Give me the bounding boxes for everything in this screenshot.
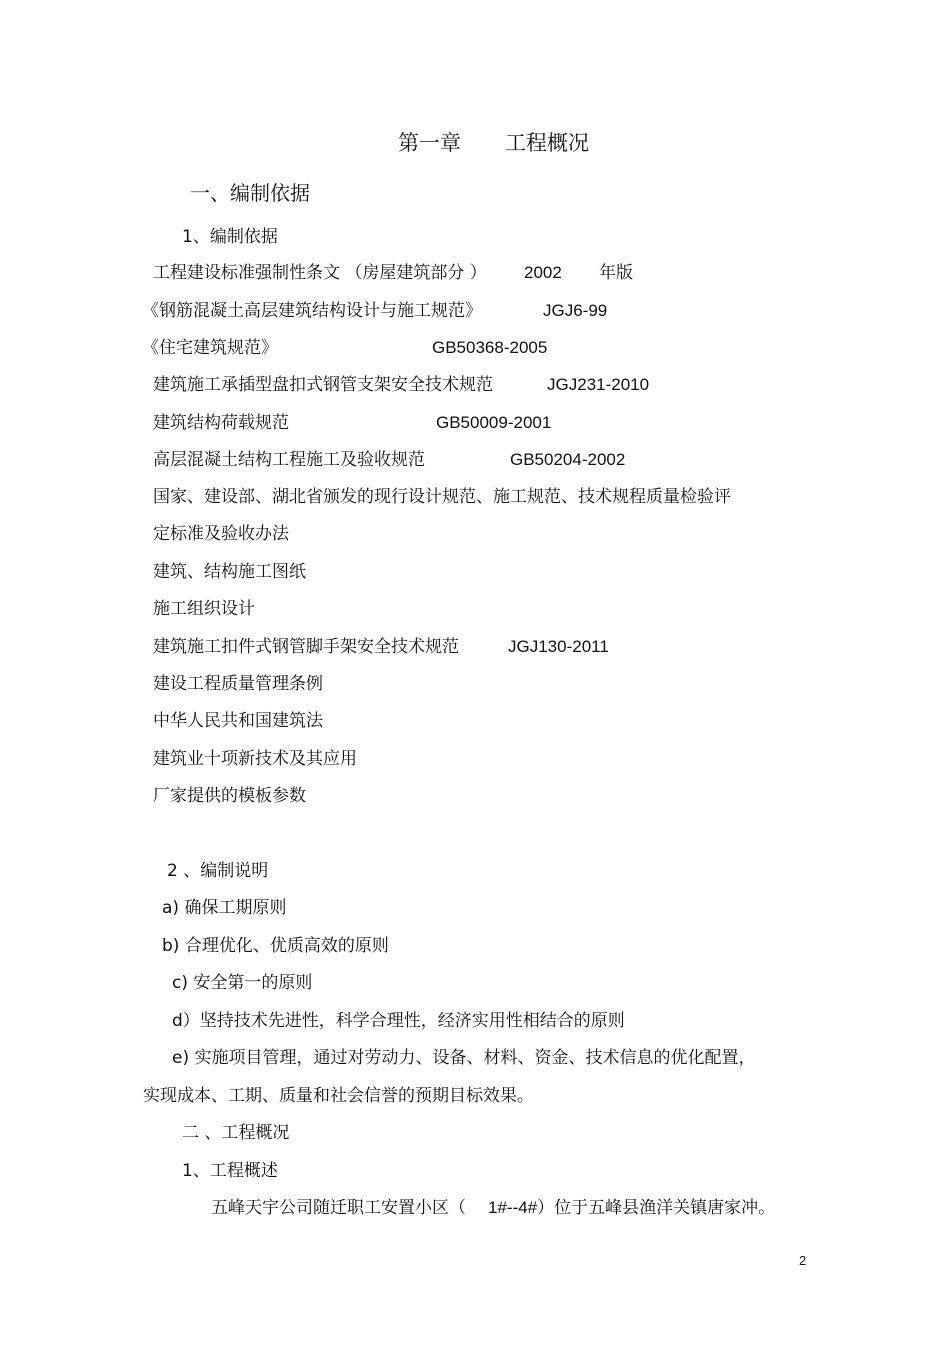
reference-code: GB50368-2005: [432, 338, 548, 357]
principle-item: c) 安全第一的原则: [172, 973, 313, 993]
chapter-title: 第一章: [398, 131, 461, 155]
reference-item: 《住宅建筑规范》: [142, 338, 278, 358]
reference-item: 定标准及验收办法: [153, 524, 289, 544]
reference-item: 建筑业十项新技术及其应用: [153, 749, 357, 769]
reference-item: 建设工程质量管理条例: [153, 674, 323, 694]
section-heading-2: 二 、工程概况: [182, 1123, 290, 1143]
principle-item: e) 实施项目管理，通过对劳动力、设备、材料、资金、技术信息的优化配置，: [172, 1048, 756, 1068]
reference-item: 建筑施工扣件式钢管脚手架安全技术规范: [153, 637, 459, 657]
reference-item: 建筑、结构施工图纸: [153, 562, 306, 582]
reference-item: 高层混凝土结构工程施工及验收规范: [153, 450, 425, 470]
principle-item: d）坚持技术先进性，科学合理性，经济实用性相结合的原则: [172, 1011, 625, 1031]
reference-item: 中华人民共和国建筑法: [153, 711, 323, 731]
principle-item: a) 确保工期原则: [162, 898, 287, 918]
subsection-heading-1-1: 1、编制依据: [182, 227, 278, 247]
reference-code: 2002: [524, 263, 562, 282]
reference-code: GB50009-2001: [436, 413, 552, 432]
subsection-heading-1-2: 2 、编制说明: [167, 861, 269, 881]
reference-code: JGJ231-2010: [547, 375, 650, 394]
reference-suffix: 年版: [599, 263, 633, 283]
subsection-heading-2-1: 1、工程概述: [182, 1161, 278, 1181]
reference-code: GB50204-2002: [510, 450, 626, 469]
reference-item: 国家、建设部、湖北省颁发的现行设计规范、施工规范、技术规程质量检验评: [153, 487, 731, 507]
reference-code: JGJ130-2011: [508, 637, 609, 656]
overview-text: [211, 1197, 775, 1219]
reference-item: 工程建设标准强制性条文 （房屋建筑部分 ）: [153, 263, 487, 283]
reference-item: 建筑施工承插型盘扣式钢管支架安全技术规范: [153, 375, 493, 395]
reference-item: 施工组织设计: [153, 599, 255, 619]
overview-text-c: ）位于五峰县渔洋关镇唐家冲。: [537, 1198, 776, 1218]
chapter-subtitle: 工程概况: [505, 131, 589, 155]
reference-item: 厂家提供的模板参数: [153, 786, 306, 806]
section-heading-1: 一、编制依据: [190, 181, 310, 205]
principle-item-continued: 实现成本、工期、质量和社会信誉的预期目标效果。: [143, 1086, 534, 1106]
principle-item: b) 合理优化、优质高效的原则: [162, 936, 389, 956]
page-number: 2: [799, 1253, 807, 1268]
reference-item: 建筑结构荷载规范: [153, 413, 289, 433]
reference-item: 《钢筋混凝土高层建筑结构设计与施工规范》: [142, 301, 482, 321]
reference-code: JGJ6-99: [543, 301, 608, 320]
overview-text-a: 五峰天宇公司随迁职工安置小区（: [211, 1198, 466, 1218]
overview-building-range: 1#--4#: [488, 1198, 538, 1217]
